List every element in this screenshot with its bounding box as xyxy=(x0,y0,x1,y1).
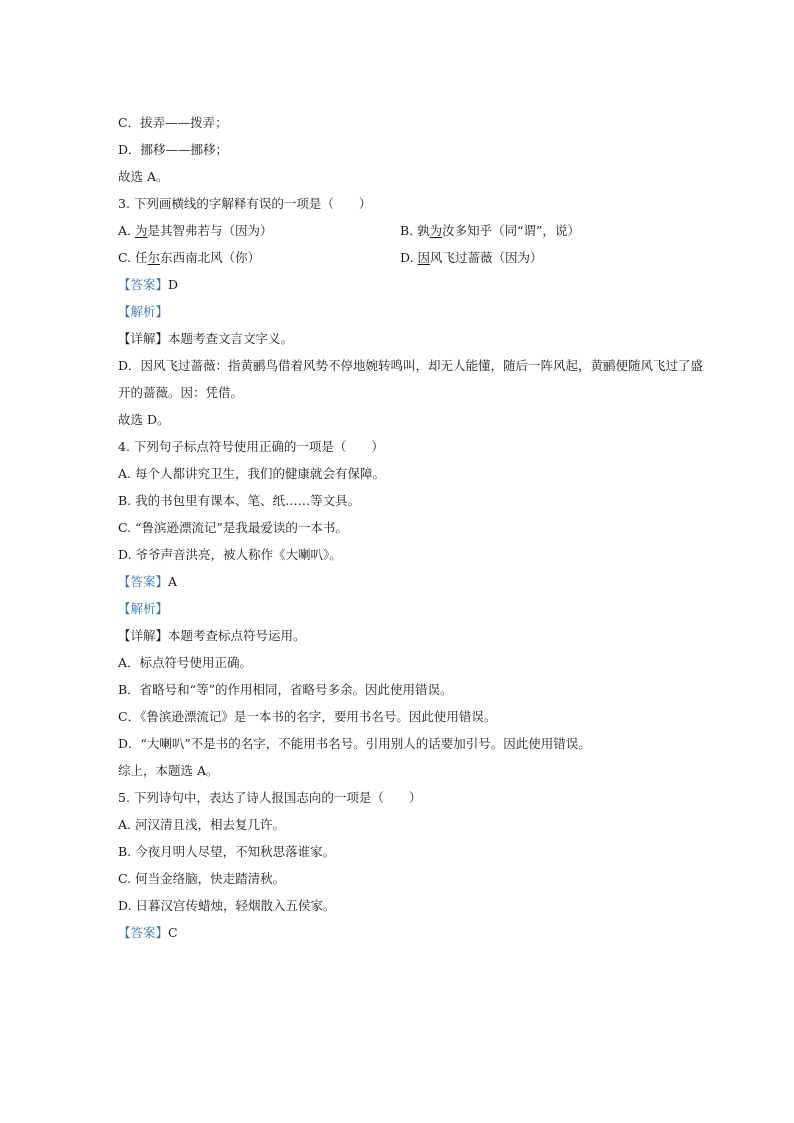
q3-option-a xyxy=(118,223,273,239)
q4-conclusion: 综上，本题选 A。 xyxy=(118,763,219,778)
q2-option-c: C．拔弄——拨弄； xyxy=(118,115,228,130)
q3-answer-value: D xyxy=(168,277,179,292)
q3-stem: 3. 下列画横线的字解释有误的一项是（ ） xyxy=(118,196,372,211)
q4-explain-a: A．标点符号使用正确。 xyxy=(118,655,253,670)
q4-answer xyxy=(118,574,177,590)
q5-stem: 5. 下列诗句中，表达了诗人报国志向的一项是（ ） xyxy=(118,790,422,805)
q4-answer-value: A xyxy=(168,574,178,589)
q3-explain-line-2: 开的蔷薇。因：凭借。 xyxy=(118,385,244,400)
answer-tag: 【答案】 xyxy=(118,574,169,589)
q3-a-rest: 是其智弗若与（因为） xyxy=(147,223,273,238)
q4-option-c: C. “鲁滨逊漂流记”是我最爱读的一本书。 xyxy=(118,520,348,535)
q4-explain-c: C．《鲁滨逊漂流记》是一本书的名字，要用书名号。因此使用错误。 xyxy=(118,709,497,724)
q5-option-a: A. 河汉清且浅，相去复几许。 xyxy=(118,817,285,832)
q4-detail-text: 本题考查标点符号运用。 xyxy=(168,628,306,643)
answer-tag: 【答案】 xyxy=(118,925,169,940)
q4-explain-b: B．省略号和“等”的作用相同，省略号多余。因此使用错误。 xyxy=(118,682,453,697)
q3-b-underlined: 为 xyxy=(429,223,443,238)
q4-analysis-tag: 【解析】 xyxy=(118,601,169,616)
q5-option-d: D. 日暮汉宫传蜡烛，轻烟散入五侯家。 xyxy=(118,898,336,913)
detail-tag: 【详解】 xyxy=(118,628,169,643)
q3-d-prefix: D. xyxy=(400,250,418,265)
q3-conclusion: 故选 D。 xyxy=(118,412,170,427)
q3-answer xyxy=(118,277,178,293)
answer-tag: 【答案】 xyxy=(118,277,169,292)
q4-option-b: B. 我的书包里有课本、笔、纸……等文具。 xyxy=(118,493,361,508)
q3-d-rest: 风飞过蔷薇（因为） xyxy=(430,250,543,265)
q3-b-prefix: B. 孰 xyxy=(400,223,430,238)
q3-b-rest: 汝多知乎（同“谓”，说） xyxy=(442,223,580,238)
q2-option-d: D．挪移——挪移； xyxy=(118,142,229,157)
q3-a-prefix: A. xyxy=(118,223,135,238)
q3-explain-line-1: D．因风飞过蔷薇：指黄鹂鸟借着风势不停地婉转鸣叫，却无人能懂，随后一阵风起，黄鹂便随风飞过了盛 xyxy=(118,358,704,373)
q4-option-d: D. 爷爷声音洪亮，被人称作《大喇叭》。 xyxy=(118,547,342,562)
q3-c-prefix: C. 任 xyxy=(118,250,148,265)
q4-option-a: A. 每个人都讲究卫生，我们的健康就会有保障。 xyxy=(118,466,385,481)
q2-conclusion: 故选 A。 xyxy=(118,169,169,184)
q3-a-underlined: 为 xyxy=(134,223,148,238)
q4-stem: 4. 下列句子标点符号使用正确的一项是（ ） xyxy=(118,439,384,454)
q3-detail xyxy=(118,331,293,347)
q3-detail-text: 本题考查文言文字义。 xyxy=(168,331,294,346)
q3-analysis-tag: 【解析】 xyxy=(118,304,169,319)
q4-explain-d: D．“大喇叭”不是书的名字，不能用书名号。引用别人的话要加引号。因此使用错误。 xyxy=(118,736,591,751)
q5-answer xyxy=(118,925,178,941)
q3-d-underlined: 因 xyxy=(417,250,431,265)
q3-option-d xyxy=(400,250,543,266)
q5-option-c: C. 何当金络脑，快走踏清秋。 xyxy=(118,871,286,886)
q3-option-b xyxy=(400,223,580,239)
q5-answer-value: C xyxy=(168,925,178,940)
q3-option-c xyxy=(118,250,260,266)
q4-detail xyxy=(118,628,306,644)
q3-c-underlined: 尔 xyxy=(147,250,161,265)
q5-option-b: B. 今夜月明人尽望，不知秋思落谁家。 xyxy=(118,844,336,859)
q3-c-rest: 东西南北风（你） xyxy=(160,250,261,265)
detail-tag: 【详解】 xyxy=(118,331,169,346)
